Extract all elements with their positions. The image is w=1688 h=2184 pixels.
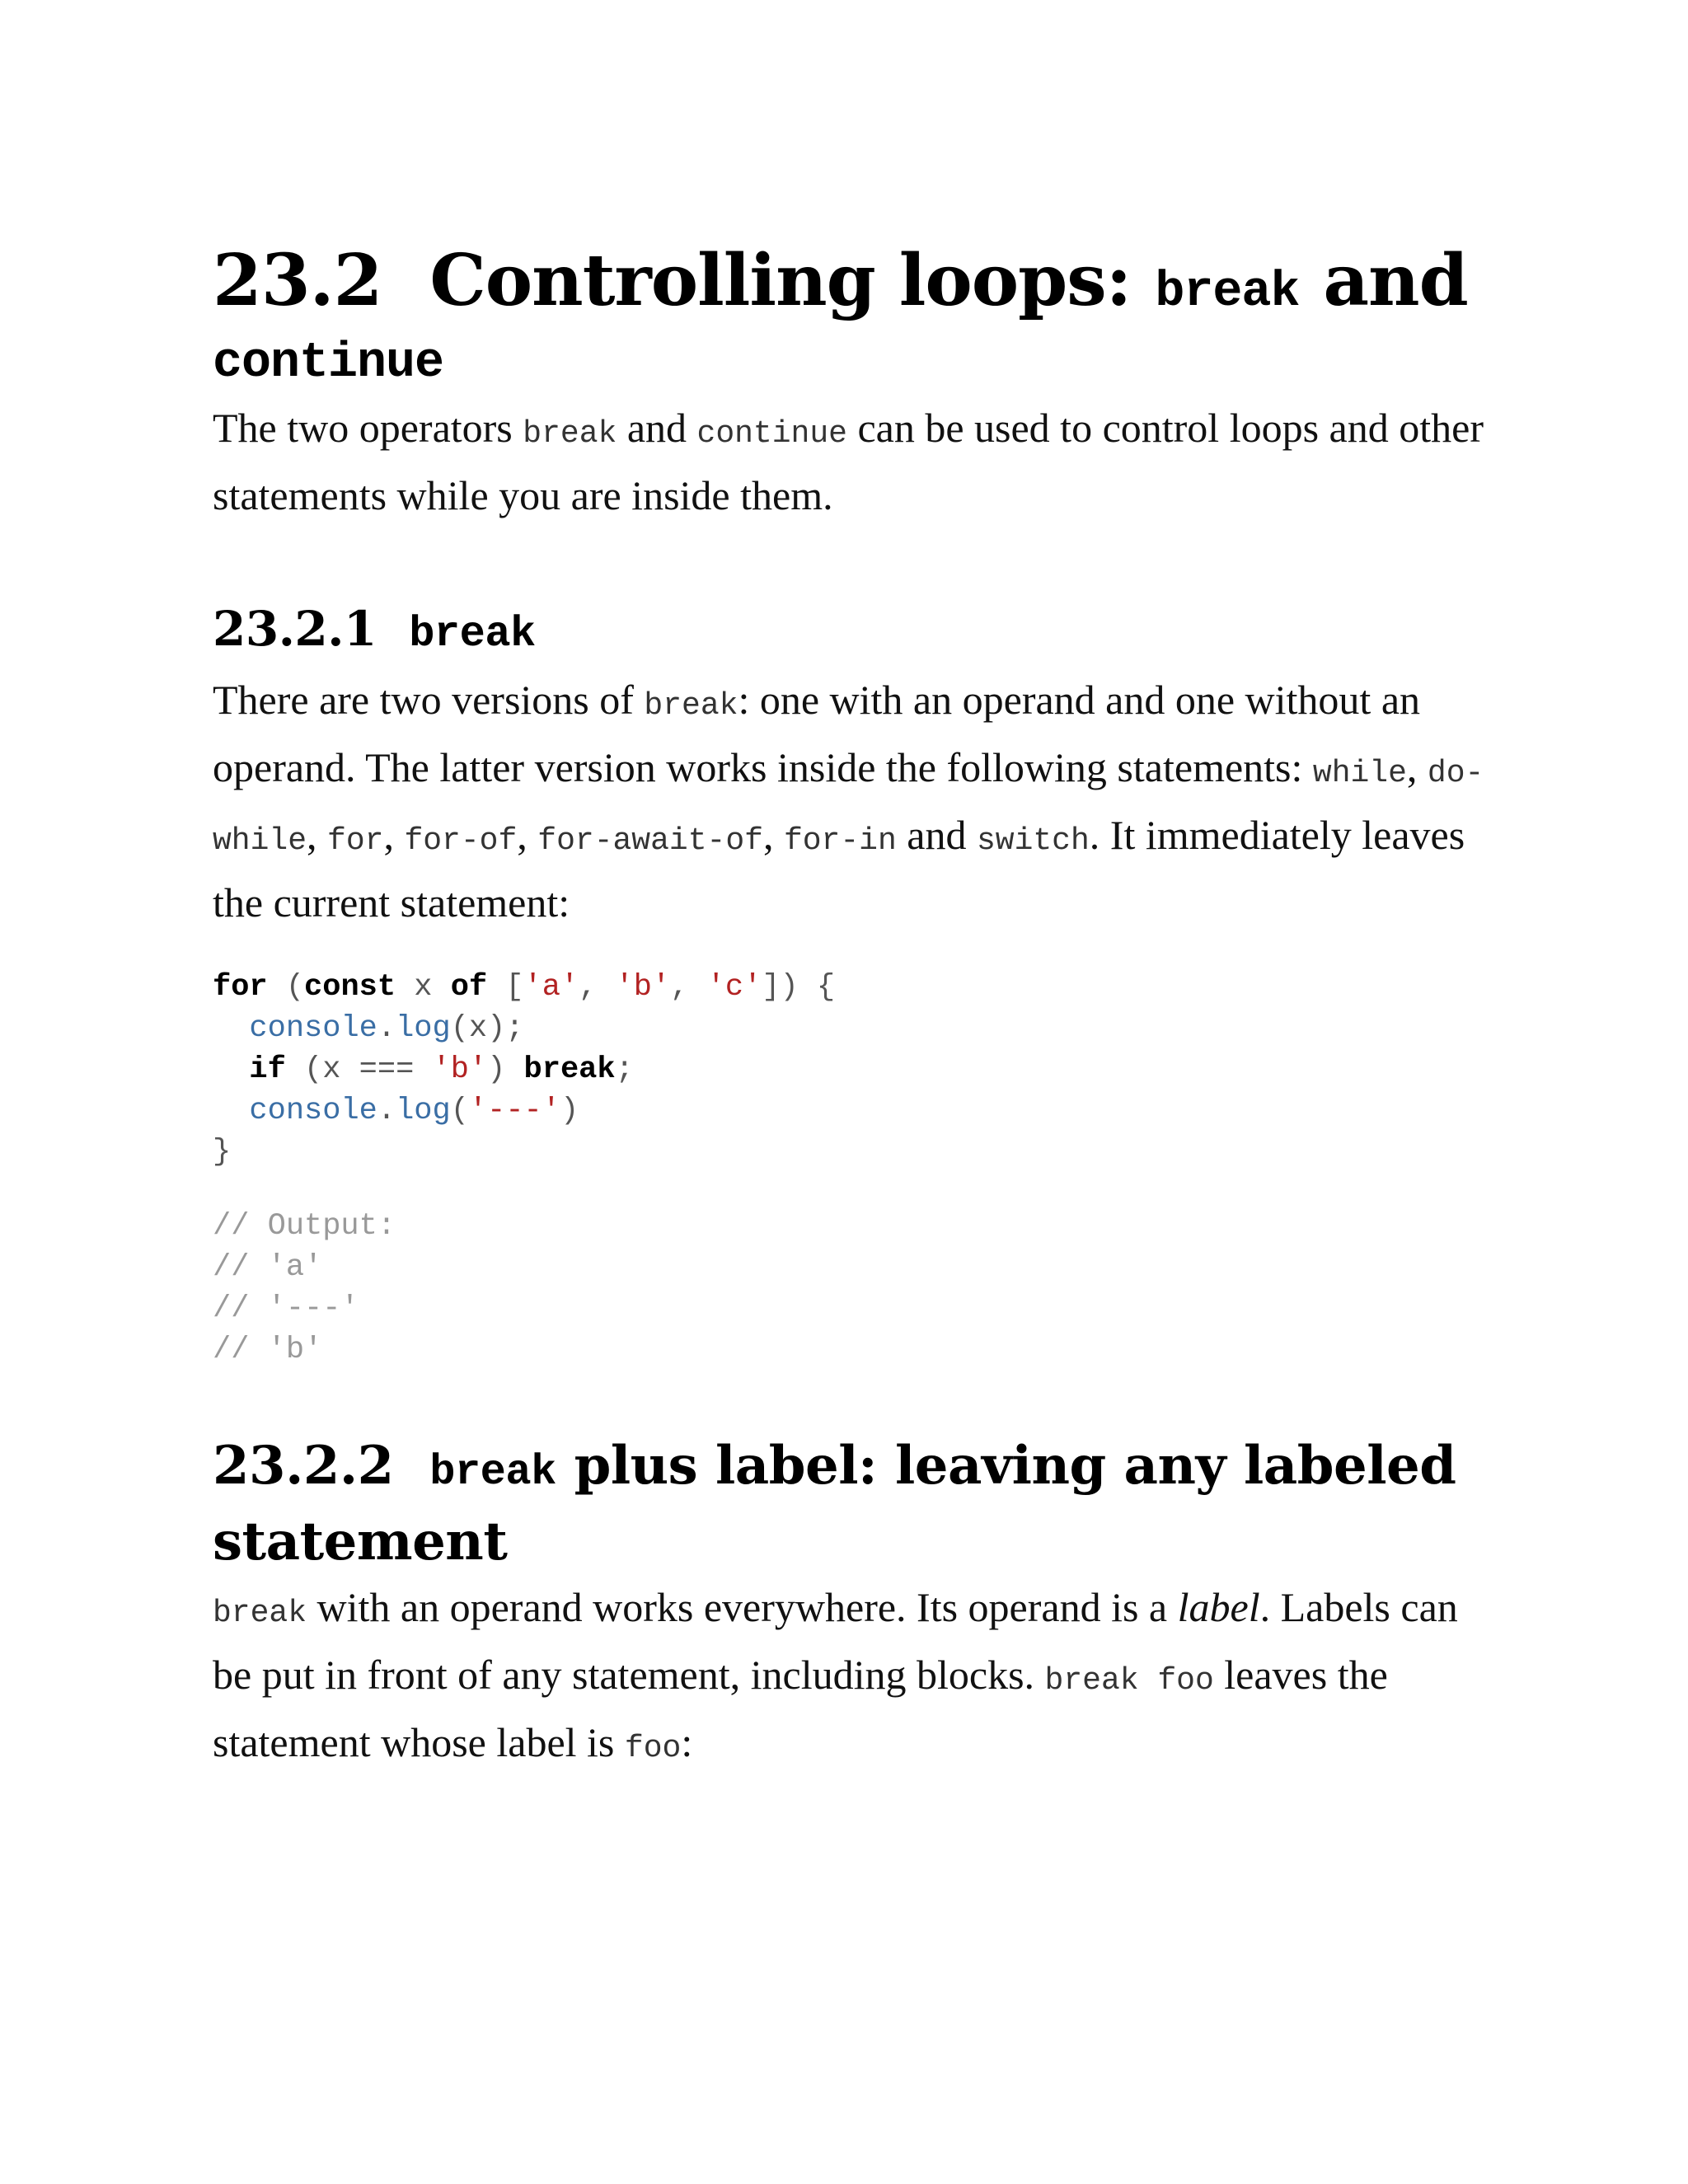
- code-token: ): [487, 1052, 524, 1087]
- inline-code: for-in: [783, 823, 897, 859]
- para-text: There are two versions of: [213, 677, 645, 723]
- code-example-block: [213, 967, 1498, 1173]
- inline-code: break: [213, 1596, 307, 1631]
- code-token: 'b': [432, 1052, 488, 1087]
- section-title-code-continue: continue: [213, 335, 444, 391]
- code-comment: // 'a': [213, 1250, 323, 1285]
- inline-code: while: [1312, 756, 1407, 791]
- section-title-text: Controlling loops:: [429, 239, 1132, 322]
- code-comment: // Output:: [213, 1209, 396, 1244]
- para-text: ,: [307, 812, 328, 858]
- para-text: . Labels can be put in front of any statement, including blocks.: [213, 1584, 1458, 1698]
- code-token: }: [213, 1135, 232, 1169]
- intro-text-1: The two operators: [213, 405, 523, 451]
- para-text: :: [681, 1719, 693, 1765]
- code-indent: [213, 1094, 249, 1128]
- code-comment: // 'b': [213, 1333, 323, 1367]
- subsection-number: 23.2.2: [213, 1435, 394, 1497]
- para-text: and: [896, 812, 977, 858]
- code-token: ;: [615, 1052, 634, 1087]
- code-comment: // '---': [213, 1291, 359, 1326]
- document-page: [213, 239, 1498, 1779]
- code-token: const: [304, 970, 396, 1005]
- section-title-and: and: [1323, 239, 1468, 322]
- inline-code: do-while: [213, 756, 1484, 859]
- break-label-paragraph: [213, 1577, 1498, 1779]
- code-output-block: [213, 1206, 1498, 1371]
- section-number: 23.2: [213, 239, 382, 322]
- code-token: [: [487, 970, 524, 1005]
- code-indent: [213, 1011, 249, 1046]
- code-token: log: [396, 1094, 451, 1128]
- para-text: leaves the statement whose label is: [213, 1652, 1388, 1765]
- subsection-heading-break-label: [213, 1432, 1498, 1577]
- code-token: x: [396, 970, 451, 1005]
- code-token: .: [377, 1011, 396, 1046]
- code-token: break: [523, 1052, 616, 1087]
- subsection-number: 23.2.1: [213, 601, 377, 657]
- inline-code: break foo: [1044, 1663, 1214, 1699]
- break-description-paragraph: [213, 669, 1498, 934]
- code-token: (x ===: [285, 1052, 433, 1087]
- code-token: (: [450, 1094, 469, 1128]
- code-token: if: [249, 1052, 286, 1087]
- code-token: ,: [670, 970, 707, 1005]
- section-title-code-break: break: [1155, 265, 1300, 321]
- code-indent: [213, 1052, 249, 1087]
- code-token: log: [396, 1011, 451, 1046]
- emphasis-label: label: [1177, 1584, 1260, 1630]
- para-text: with an operand works everywhere. Its operand is a: [307, 1584, 1178, 1630]
- code-token: ): [560, 1094, 579, 1128]
- intro-code-continue: continue: [696, 416, 847, 452]
- code-token: console: [249, 1094, 377, 1128]
- intro-text-3: can be used to control loops and other statements while you are inside them.: [213, 405, 1484, 518]
- para-text: ,: [517, 812, 538, 858]
- para-text: : one with an operand and one without an operand. The latter version works inside the following statements:: [213, 677, 1421, 790]
- intro-text-2: and: [617, 405, 697, 451]
- subsection-heading-break: [213, 594, 1498, 669]
- code-token: console: [249, 1011, 377, 1046]
- code-token: 'c': [706, 970, 762, 1005]
- code-token: 'a': [523, 970, 579, 1005]
- intro-code-break: break: [523, 416, 617, 452]
- para-text: ,: [762, 812, 784, 858]
- subsection-title-code: break: [409, 610, 536, 658]
- section-intro-paragraph: [213, 397, 1498, 527]
- code-token: ,: [579, 970, 616, 1005]
- inline-code: for: [327, 823, 384, 859]
- code-token: 'b': [615, 970, 671, 1005]
- code-token: .: [377, 1094, 396, 1128]
- inline-code: for-await-of: [537, 823, 763, 859]
- inline-code: break: [644, 688, 738, 724]
- code-token: (: [267, 970, 305, 1005]
- subsection-title-code: break: [429, 1448, 556, 1497]
- code-token: '---': [468, 1094, 560, 1128]
- code-token: (x);: [450, 1011, 524, 1046]
- code-token: ]) {: [762, 970, 836, 1005]
- inline-code: switch: [976, 823, 1090, 859]
- para-text: . It immediately leaves the current statement:: [213, 812, 1465, 926]
- subsection-title-text: plus label: leaving any labeled statement: [213, 1435, 1456, 1572]
- inline-code: for-of: [404, 823, 518, 859]
- code-token: for: [213, 970, 268, 1005]
- inline-code: foo: [624, 1731, 682, 1766]
- para-text: ,: [383, 812, 405, 858]
- code-token: of: [450, 970, 488, 1005]
- section-heading: [213, 239, 1498, 397]
- para-text: ,: [1406, 744, 1428, 790]
